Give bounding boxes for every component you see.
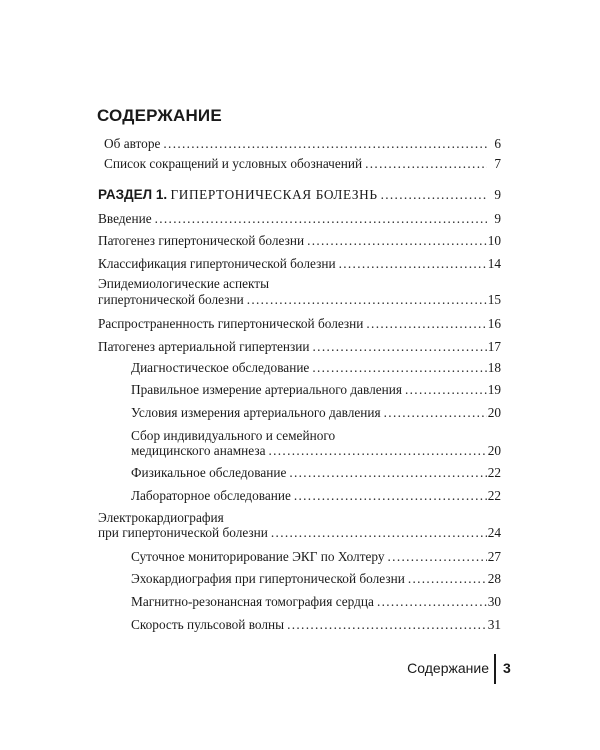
dot-leader: [152, 211, 487, 227]
toc-item-page: 22: [487, 488, 501, 503]
dot-leader: [374, 594, 487, 610]
toc-item-bp-measurement[interactable]: [131, 382, 501, 398]
toc-item-page: 30: [487, 594, 501, 609]
toc-item-page: 20: [487, 443, 501, 458]
toc-item-anamnesis-line1[interactable]: Сбор индивидуального и семейного: [131, 428, 336, 443]
toc-item-label: при гипертонической болезни: [98, 525, 268, 540]
toc-item-pathogenesis[interactable]: [98, 233, 501, 249]
toc-item-lab-exam[interactable]: [131, 488, 501, 504]
toc-item-echo[interactable]: [131, 571, 501, 587]
toc-item-label: Условия измерения артериального давления: [131, 405, 381, 420]
running-footer-title: Содержание: [407, 660, 489, 676]
toc-item-bp-conditions[interactable]: [131, 405, 501, 421]
toc-item-label: Распространенность гипертонической болезни: [98, 316, 364, 331]
toc-item-page: 28: [487, 571, 501, 586]
toc-item-arterial-pathogenesis[interactable]: [98, 339, 501, 355]
dot-leader: [309, 360, 487, 376]
dot-leader: [284, 617, 487, 633]
toc-item-page: 16: [487, 316, 501, 331]
page-title: СОДЕРЖАНИЕ: [97, 106, 222, 125]
toc-item-ecg-line1[interactable]: Электрокардиография: [98, 510, 224, 525]
dot-leader: [381, 405, 487, 421]
toc-item-label: Правильное измерение артериального давления: [131, 382, 402, 397]
toc-item-label: Физикальное обследование: [131, 465, 287, 480]
toc-item-label: Эхокардиография при гипертонической болезни: [131, 571, 405, 586]
dot-leader: [286, 465, 487, 481]
toc-section-1[interactable]: [98, 187, 501, 203]
toc-item-label: гипертонической болезни: [98, 292, 244, 307]
toc-item-diagnostics[interactable]: [131, 360, 501, 376]
toc-item-classification[interactable]: [98, 256, 501, 272]
toc-item-anamnesis[interactable]: [131, 443, 501, 459]
footer-divider: [494, 654, 496, 684]
toc-item-label: Лабораторное обследование: [131, 488, 291, 503]
dot-leader: [160, 136, 487, 152]
toc-item-page: 18: [487, 360, 501, 375]
toc-item-page: 27: [487, 549, 501, 564]
dot-leader: [385, 549, 487, 565]
toc-item-label: Патогенез артериальной гипертензии: [98, 339, 310, 354]
dot-leader: [291, 488, 487, 504]
toc-item-label: Введение: [98, 211, 152, 226]
toc-item-epidemiology[interactable]: [98, 292, 501, 308]
dot-leader: [405, 571, 487, 587]
dot-leader: [265, 443, 487, 459]
toc-item-page: 22: [487, 465, 501, 480]
dot-leader: [268, 525, 487, 541]
dot-leader: [336, 256, 487, 272]
toc-item-page: 31: [487, 617, 501, 632]
toc-item-prevalence[interactable]: [98, 316, 501, 332]
dot-leader: [310, 339, 487, 355]
toc-item-about-author[interactable]: [104, 136, 501, 152]
toc-item-page: 24: [487, 525, 501, 540]
toc-item-page: 14: [487, 256, 501, 271]
page-number: 3: [503, 660, 511, 676]
toc-item-label: Суточное мониторирование ЭКГ по Холтеру: [131, 549, 385, 564]
dot-leader: [244, 292, 487, 308]
toc-item-label: Магнитно-резонансная томография сердца: [131, 594, 374, 609]
toc-item-label: Список сокращений и условных обозначений: [104, 156, 363, 171]
dot-leader: [402, 382, 487, 398]
toc-item-intro[interactable]: [98, 211, 501, 227]
toc-item-page: 19: [487, 382, 501, 397]
dot-leader: [304, 233, 487, 249]
toc-item-label: Классификация гипертонической болезни: [98, 256, 336, 271]
toc-item-label: Диагностическое обследование: [131, 360, 310, 375]
toc-item-page: 10: [487, 233, 501, 248]
toc-item-mri[interactable]: [131, 594, 501, 610]
toc-item-holter[interactable]: [131, 549, 501, 565]
toc-item-label: Скорость пульсовой волны: [131, 617, 285, 632]
toc-item-abbreviations[interactable]: [104, 156, 501, 172]
dot-leader: [362, 156, 487, 172]
toc-item-ecg[interactable]: [98, 525, 501, 541]
section-title: ГИПЕРТОНИЧЕСКАЯ БОЛЕЗНЬ: [170, 187, 378, 202]
toc-item-label: Патогенез гипертонической болезни: [98, 233, 305, 248]
toc-item-page: 6: [494, 136, 501, 151]
toc-item-page: 9: [494, 211, 501, 226]
toc-item-label: Об авторе: [104, 136, 161, 151]
dot-leader: [363, 316, 487, 332]
section-number: РАЗДЕЛ 1.: [98, 187, 168, 202]
toc-item-page: 15: [487, 292, 501, 307]
toc-item-page: 9: [494, 187, 501, 202]
toc-item-pwv[interactable]: [131, 617, 501, 633]
toc-item-label: медицинского анамнеза: [131, 443, 266, 458]
toc-item-physical-exam[interactable]: [131, 465, 501, 481]
dot-leader: [378, 187, 487, 203]
toc-item-page: 20: [487, 405, 501, 420]
toc-item-epidemiology-line1[interactable]: Эпидемиологические аспекты: [98, 276, 270, 291]
toc-item-page: 17: [487, 339, 501, 354]
toc-item-page: 7: [494, 156, 501, 171]
